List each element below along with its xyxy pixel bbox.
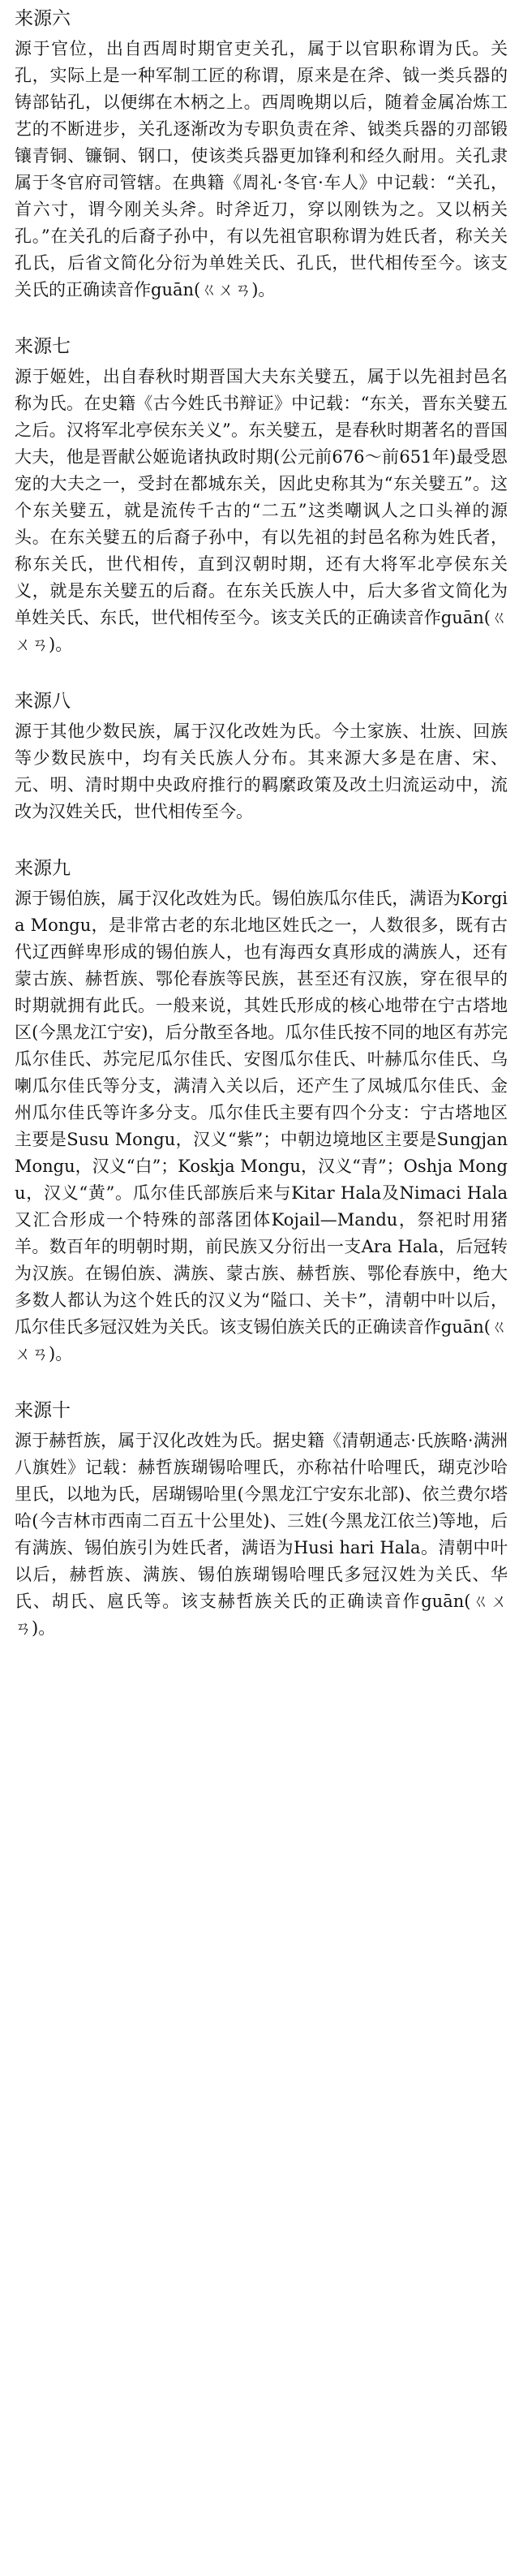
section-source-10 (15, 1392, 508, 1642)
section-source-9 (15, 850, 508, 1368)
section-body: 源于赫哲族，属于汉化改姓为氏。据史籍《清朝通志·氏族略·满洲八旗姓》记载：赫哲族瑚锡哈哩氏，亦称祜什哈哩氏，瑚克沙哈里氏，以地为氏，居瑚锡哈里(今黑龙江宁安东北部)、依兰费尔塔哈(今吉林市西南二百五十公里处)、三姓(今黑龙江依兰)等地，后有满族、锡伯族引为姓氏者，满语为Husi hari Hala。清朝中叶以后，赫哲族、满族、锡伯族瑚锡哈哩氏多冠汉姓为关氏、华氏、胡氏、扈氏等。该支赫哲族关氏的正确读音作guān(ㄍㄨㄢ)。 (15, 1431, 508, 1638)
section-body: 源于其他少数民族，属于汉化改姓为氏。今土家族、壮族、回族等少数民族中，均有关氏族人分布。其来源大多是在唐、宋、元、明、清时期中央政府推行的羁縻政策及改土归流运动中，流改为汉姓关氏，世代相传至今。 (15, 722, 508, 821)
section-body: 源于锡伯族，属于汉化改姓为氏。锡伯族瓜尔佳氏，满语为Korgia Mongu，是非常古老的东北地区姓氏之一，人数很多，既有古代辽西鲜卑形成的锡伯族人，也有海西女真形成的满族人，还有蒙古族、赫哲族、鄂伦春族等民族，甚至还有汉族，穿在很早的时期就拥有此氏。一般来说，其姓氏形成的核心地带在宁古塔地区(今黑龙江宁安)，后分散至各地。瓜尔佳氏按不同的地区有苏完瓜尔佳氏、苏完尼瓜尔佳氏、安图瓜尔佳氏、叶赫瓜尔佳氏、乌喇瓜尔佳氏等分支，满清入关以后，还产生了凤城瓜尔佳氏、金州瓜尔佳氏等许多分支。瓜尔佳氏主要有四个分支：宁古塔地区主要是Susu Mongu，汉义“紫”；中朝边境地区主要是Sungjan Mongu，汉义“白”；Koskja Mongu，汉义“青”；Oshja Mongu，汉义“黄”。瓜尔佳氏部族后来与Kitar Hala及Nimaci Hala又汇合形成一个特殊的部落团体Kojail—Mandu，祭祀时用猪羊。数百年的明朝时期，前民族又分衍出一支Ara Hala，后冠转为汉族。在锡伯族、满族、蒙古族、赫哲族、鄂伦春族中，绝大多数人都认为这个姓氏的汉义为“隘口、关卡”，清朝中叶以后，瓜尔佳氏多冠汉姓为关氏。该支锡伯族关氏的正确读音作guān(ㄍㄨㄢ)。 (15, 889, 508, 1363)
section-body: 源于姬姓，出自春秋时期晋国大夫东关嬖五，属于以先祖封邑名称为氏。在史籍《古今姓氏书辩证》中记载：“东关，晋东关嬖五之后。汉将军北亭侯东关义”。东关嬖五，是春秋时期著名的晋国大夫，他是晋献公姬诡诸执政时期(公元前676～前651年)最受恩宠的大夫之一，受封在都城东关，因此史称其为“东关嬖五”。这个东关嬖五，就是流传千古的“二五”这类嘲讽人之口头禅的源头。在东关嬖五的后裔子孙中，有以先祖的封邑名称为姓氏者，称东关氏，世代相传，直到汉朝时期，还有大将军北亭侯东关义，就是东关嬖五的后裔。在东关氏族人中，后大多省文简化为单姓关氏、东氏，世代相传至今。该支关氏的正确读音作guān(ㄍㄨㄢ)。 (15, 367, 508, 654)
section-heading: 来源七 (15, 336, 71, 357)
section-gap (15, 1368, 508, 1392)
section-source-7 (15, 328, 508, 658)
section-heading: 来源十 (15, 1400, 71, 1421)
section-heading: 来源六 (15, 8, 71, 29)
section-source-6 (15, 0, 508, 304)
section-heading: 来源九 (15, 858, 71, 879)
section-body: 源于官位，出自西周时期官吏关孔，属于以官职称谓为氏。关孔，实际上是一种军制工匠的称谓，原来是在斧、钺一类兵器的铸部钻孔，以便绑在木柄之上。西周晚期以后，随着金属冶炼工艺的不断进步，关孔逐渐改为专职负责在斧、钺类兵器的刃部锻镶青铜、镰铜、钢口，使该类兵器更加锋利和经久耐用。关孔隶属于冬官府司管辖。在典籍《周礼·冬官·车人》中记载：“关孔，首六寸，谓今刚关头斧。时斧近刀，穿以刚铁为之。又以柄关孔。”在关孔的后裔子孙中，有以先祖官职称谓为姓氏者，称关关孔氏，后省文简化分衍为单姓关氏、孔氏，世代相传至今。该支关氏的正确读音作guān(ㄍㄨㄢ)。 (15, 39, 508, 299)
section-gap (15, 304, 508, 328)
section-heading: 来源八 (15, 691, 71, 712)
section-gap (15, 825, 508, 850)
section-gap (15, 658, 508, 683)
section-source-8 (15, 683, 508, 825)
